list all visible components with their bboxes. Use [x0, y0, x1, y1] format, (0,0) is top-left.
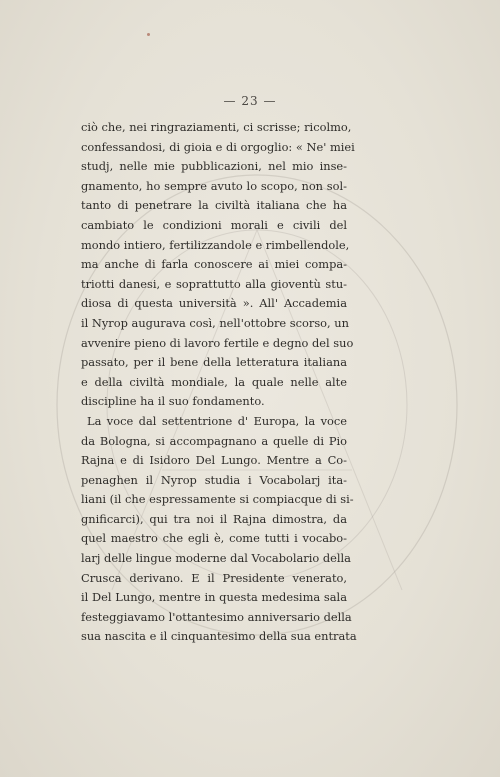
ink-speck	[147, 33, 150, 36]
body-text	[81, 118, 357, 647]
text-line: confessandosi, di gioia e di orgoglio: « Ne' miei	[81, 139, 355, 154]
text-line: liani (il che espressamente si compiacque di si-	[81, 492, 354, 507]
paragraph-1	[81, 118, 355, 412]
text-line: gnificarci), qui tra noi il Rajna dimostra, da	[81, 511, 347, 526]
text-line: Crusca derivano. E il Presidente venerato,	[81, 570, 347, 585]
text-line: cambiato le condizioni morali e civili del	[81, 217, 347, 232]
text-line: diosa di questa università ». All' Accademia	[81, 296, 347, 311]
text-line: sua nascita e il cinquantesimo della sua entrata	[81, 629, 357, 644]
page-number: — 23 —	[223, 94, 277, 108]
text-line: La voce dal settentrione d' Europa, la voce	[87, 413, 347, 428]
text-line: studj, nelle mie pubblicazioni, nel mio inse-	[81, 159, 347, 174]
text-line: gnamento, ho sempre avuto lo scopo, non sol-	[81, 178, 347, 193]
text-line: il Nyrop augurava così, nell'ottobre scorso, un	[81, 315, 349, 330]
text-line: ma anche di farla conoscere ai miei compa-	[81, 257, 347, 272]
text-line: triotti danesi, e soprattutto alla gioventù stu-	[81, 276, 347, 291]
text-line: passato, per il bene della letteratura italiana	[81, 355, 347, 370]
text-line: il Del Lungo, mentre in questa medesima sala	[81, 590, 347, 605]
text-line: discipline ha il suo fondamento.	[81, 394, 265, 409]
text-line: penaghen il Nyrop studia i Vocabolarj ita-	[81, 472, 347, 487]
text-line: festeggiavamo l'ottantesimo anniversario della	[81, 609, 352, 624]
text-line: quel maestro che egli è, come tutti i vocabo-	[81, 531, 347, 546]
text-line: mondo intiero, fertilizzandole e rimbellendole,	[81, 237, 350, 252]
text-line: ciò che, nei ringraziamenti, ci scrisse; ricolmo,	[81, 120, 352, 134]
text-line: Rajna e di Isidoro Del Lungo. Mentre a Co-	[81, 453, 347, 468]
text-line: tanto di penetrare la civiltà italiana che ha	[81, 198, 347, 213]
text-line: larj delle lingue moderne dal Vocabolario della	[81, 551, 351, 566]
paragraph-2	[81, 412, 357, 647]
text-line: e della civiltà mondiale, la quale nelle alte	[81, 374, 347, 389]
text-line: avvenire pieno di lavoro fertile e degno del suo	[81, 335, 354, 350]
text-line: da Bologna, si accompagnano a quelle di Pio	[81, 433, 347, 448]
